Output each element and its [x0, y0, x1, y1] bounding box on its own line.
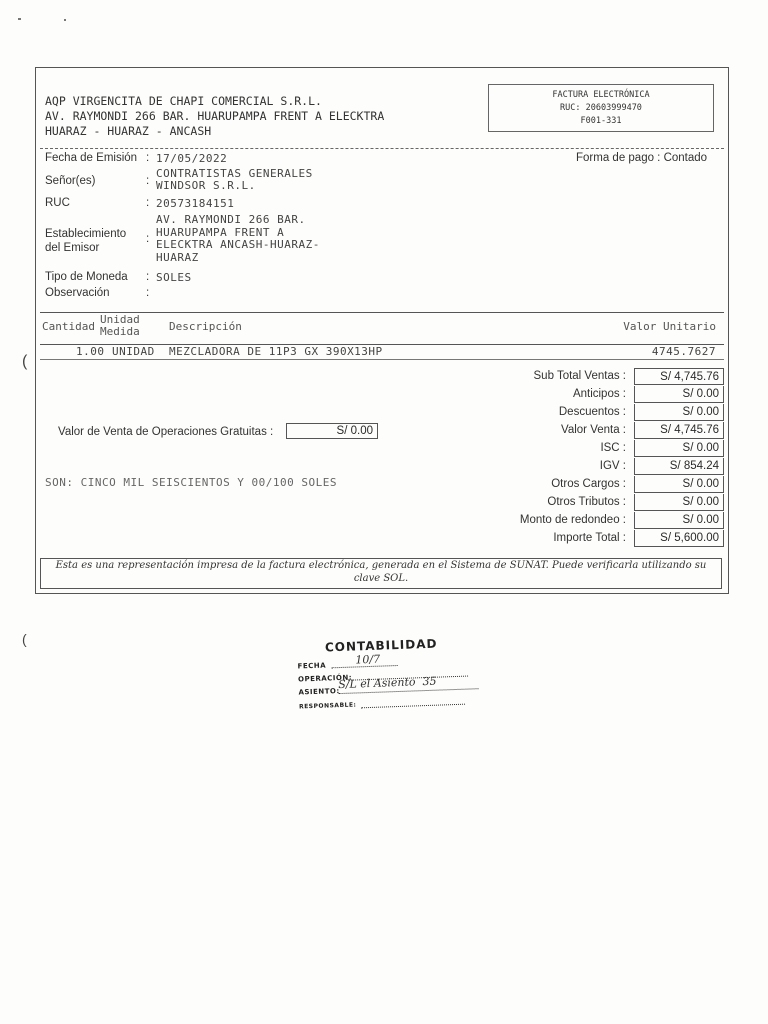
total-value: S/ 0.00 [634, 476, 724, 493]
moneda-value: SOLES [156, 271, 192, 284]
stamp-line [361, 704, 465, 709]
gratuitas-value: S/ 0.00 [286, 423, 378, 439]
colon: : [146, 175, 150, 187]
total-label: Otros Tributos : [547, 496, 626, 508]
establecimiento-label [45, 227, 126, 255]
divider [40, 148, 724, 149]
footer-note-line: Esta es una representación impresa de la factura electrónica, generada en el Sistema de SUNAT. Puede verificarla utilizando su [55, 560, 707, 571]
items-table [40, 312, 724, 345]
document-number: F001-331 [580, 116, 622, 126]
header-unidad-line: Medida [100, 325, 140, 338]
senor-value [156, 168, 313, 192]
row-descripcion: MEZCLADORA DE 11P3 GX 390X13HP [169, 345, 383, 358]
establecimiento-value [156, 214, 320, 264]
establecimiento-label-line: del Emisor [45, 242, 100, 254]
margin-mark: ( [22, 631, 27, 647]
stamp-operacion-label: OPERACIÓN: [297, 673, 353, 684]
company-address-2: HUARAZ - HUARAZ - ANCASH [45, 124, 212, 138]
total-row [426, 439, 724, 457]
stamp-fecha-value: 10/7 [355, 652, 381, 667]
total-label: Importe Total : [553, 532, 626, 544]
margin-mark: ( [22, 353, 28, 370]
fecha-label: Fecha de Emisión [45, 152, 138, 164]
amount-in-words: SON: CINCO MIL SEISCIENTOS Y 00/100 SOLES [45, 476, 338, 489]
total-label: Sub Total Ventas : [533, 370, 626, 382]
total-label: IGV : [599, 460, 626, 472]
invoice-frame [35, 67, 729, 594]
total-label: Otros Cargos : [551, 478, 626, 490]
document-id-box [488, 84, 714, 132]
ruc-value: 20573184151 [156, 197, 235, 210]
total-label: Anticipos : [572, 388, 626, 400]
observacion-label: Observación [45, 287, 110, 299]
forma-pago: Forma de pago : Contado [576, 152, 708, 164]
establecimiento-value-line: ELECKTRA ANCASH-HUARAZ- [156, 238, 320, 251]
total-value: S/ 0.00 [634, 512, 724, 529]
stamp-asiento-value: S/L el Asiento 35 [338, 674, 437, 692]
colon: : [146, 197, 150, 209]
scan-speck [64, 19, 66, 21]
total-row [426, 511, 724, 529]
document-type: FACTURA ELECTRÓNICA [552, 90, 650, 100]
row-cantidad: 1.00 [76, 345, 105, 358]
moneda-label: Tipo de Moneda [45, 271, 128, 283]
senor-value-line: WINDSOR S.R.L. [156, 179, 256, 192]
total-row [426, 385, 724, 403]
stamp-responsable-label: RESPONSABLE: [298, 701, 357, 711]
stamp-title: CONTABILIDAD [324, 636, 438, 655]
colon: : [146, 271, 150, 283]
total-row [426, 421, 724, 439]
scan-speck [18, 18, 21, 20]
total-value: S/ 0.00 [634, 494, 724, 511]
total-row [426, 367, 724, 385]
header-unidad-line: Unidad [100, 313, 140, 326]
company-block [45, 94, 384, 139]
colon: : [146, 287, 150, 299]
total-label: Monto de redondeo : [519, 514, 626, 526]
header-unidad [100, 314, 140, 338]
colon: : [146, 152, 150, 164]
totals-block [426, 367, 724, 547]
document-ruc: RUC: 20603999470 [560, 103, 642, 113]
total-row [426, 529, 724, 547]
total-value: S/ 4,745.76 [634, 368, 724, 385]
total-row [426, 457, 724, 475]
header-valor-unitario: Valor Unitario [623, 320, 716, 333]
row-valor-unitario: 4745.7627 [651, 345, 716, 358]
footer-note [40, 558, 722, 589]
accounting-stamp [297, 633, 500, 720]
fecha-value: 17/05/2022 [156, 152, 228, 165]
footer-note-line: clave SOL. [353, 573, 409, 584]
total-value: S/ 5,600.00 [634, 530, 724, 547]
senor-value-line: CONTRATISTAS GENERALES [156, 167, 313, 180]
row-unidad: UNIDAD [112, 345, 155, 358]
senor-label: Señor(es) [45, 175, 96, 187]
total-label: Valor Venta : [561, 424, 626, 436]
total-row [426, 493, 724, 511]
stamp-asiento-label: ASIENTO: [298, 687, 340, 697]
total-value: S/ 854.24 [634, 458, 724, 475]
total-label: ISC : [600, 442, 626, 454]
company-address-1: AV. RAYMONDI 266 BAR. HUARUPAMPA FRENT A ELECKTRA [45, 109, 385, 123]
establecimiento-value-line: HUARUPAMPA FRENT A [156, 225, 285, 239]
colon: : [146, 233, 150, 245]
establecimiento-value-line: HUARAZ [156, 250, 199, 264]
table-row [40, 344, 724, 360]
header-descripcion: Descripción [169, 320, 242, 333]
total-row [426, 403, 724, 421]
establecimiento-value-line: AV. RAYMONDI 266 BAR. [156, 213, 306, 226]
ruc-label: RUC [45, 197, 70, 209]
establecimiento-label-line: Establecimiento [45, 228, 127, 240]
total-label: Descuentos : [558, 406, 626, 418]
company-name: AQP VIRGENCITA DE CHAPI COMERCIAL S.R.L. [45, 94, 322, 108]
total-row [426, 475, 724, 493]
gratuitas-label: Valor de Venta de Operaciones Gratuitas : [58, 426, 274, 438]
stamp-fecha-label: FECHA [297, 661, 327, 671]
header-cantidad: Cantidad [42, 320, 95, 333]
total-value: S/ 0.00 [634, 404, 724, 421]
total-value: S/ 0.00 [634, 386, 724, 403]
total-value: S/ 0.00 [634, 440, 724, 457]
total-value: S/ 4,745.76 [634, 422, 724, 439]
